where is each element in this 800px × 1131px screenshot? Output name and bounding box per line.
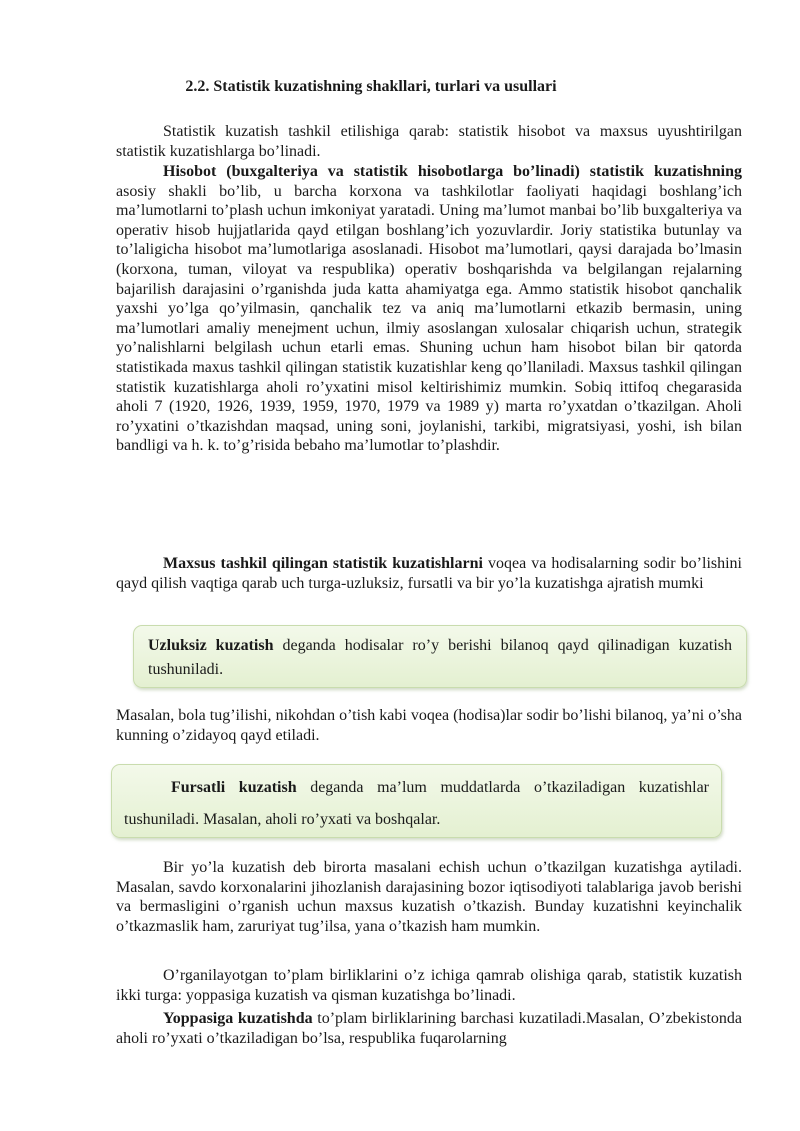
term-maxsus: Maxsus tashkil qilingan statistik kuzatishlarni (163, 555, 483, 572)
paragraph-qamrab: O’rganilayotgan to’plam birliklarini o’z ichiga qamrab olishiga qarab, statistik kuzatish ikki turga: yoppasiga kuzatish va qisman kuzatishga bo’linadi. (116, 967, 742, 1004)
paragraph-yoppasiga: Yoppasiga kuzatishda to’plam birliklarining barchasi kuzatiladi.Masalan, O’zbekistonda aholi ro’yxati o’tkaziladigan bo’lsa, respublika fuqarolarning (116, 1010, 742, 1047)
callout-uzluksiz: Uzluksiz kuzatish deganda hodisalar ro’y berishi bilanoq qayd qilinadigan kuzatish tushuniladi. (133, 625, 747, 688)
callout-fursatli: Fursatli kuzatish deganda ma’lum muddatlarda o’tkaziladigan kuzatishlar tushuniladi. Masalan, aholi ro’yxati va boshqalar. (111, 764, 722, 838)
paragraph-intro: Statistik kuzatish tashkil etilishiga qarab: statistik hisobot va maxsus uyushtirilgan statistik kuzatishlarga bo’linadi. (116, 123, 742, 160)
section-heading: 2.2. Statistik kuzatishning shakllari, turlari va usullari (185, 78, 557, 95)
paragraph-example-birth: Masalan, bola tug’ilishi, nikohdan o’tish kabi voqea (hodisa)lar sodir bo’lishi bilanoq, ya’ni o’sha kunning o’zidayoq qayd etiladi. (116, 707, 742, 744)
term-uzluksiz: Uzluksiz kuzatish (148, 637, 274, 654)
term-fursatli: Fursatli kuzatish (171, 779, 297, 796)
term-hisobot: Hisobot (buxgalteriya va statistik hisobotlarga bo’linadi) statistik kuzatishning (163, 163, 742, 180)
paragraph-hisobot: Hisobot (buxgalteriya va statistik hisobotlarga bo’linadi) statistik kuzatishning asosiy shakli bo’lib, u barcha korxona va tashkilotlar faoliyati haqidagi boshlang’ich ma’lumotlarni to’plash uchun imkoniyat yaratadi. Uning ma’lumot manbai bo’lib buxgalteriya va operativ hisob hujjatlarida qayd etilgan boshlang’ich yozuvlardir. Joriy statistika butunlay va to’laligicha hisobot ma’lumotlariga asoslanadi. Hisobot ma’lumotlari, qaysi darajada bo’lmasin (korxona, tuman, viloyat va respublika) operativ boshqarishda va belgilangan rejalarning bajarilish darajasini o’rganishda juda katta ahamiyatga ega. Ammo statistik hisobot qanchalik yaxshi yo’lga qo’yilmasin, qanchalik tez va aniq ma’lumotlarni etkazib bermasin, uning ma’lumotlari amaliy menejment uchun, ilmiy asoslangan xulosalar chiqarish uchun, strategik yo’nalishlarni belgilash uchun etarli emas. Shuning uchun ham hisobot bilan bir qatorda statistikada maxus tashkil qilingan statistik kuzatishlar keng qo’llaniladi. Maxsus tashkil qilingan statistik kuzatishlarga aholi ro’yxatini misol keltirishimiz mumkin. Sobiq ittifoq chegarasida aholi 7 (1920, 1926, 1939, 1959, 1970, 1979 va 1989 y) marta ro’yxatdan o’tkazilgan. Aholi ro’yxatini o’tkazishdan maqsad, uning soni, joylanishi, tarkibi, migratsiyasi, yoshi, ish bilan bandligi va h. k. to’g’risida bebaho ma’lumotlar to’plashdir. (116, 163, 742, 455)
paragraph-maxsus: Maxsus tashkil qilingan statistik kuzatishlarni voqea va hodisalarning sodir bo’lishini qayd qilish vaqtiga qarab uch turga-uzluksiz, fursatli va bir yo’la kuzatishga ajratish mumki (116, 555, 743, 592)
term-yoppasiga: Yoppasiga kuzatishda (163, 1010, 313, 1027)
paragraph-bir-yola: Bir yo’la kuzatish deb birorta masalani echish uchun o’tkazilgan kuzatishga aytiladi. Masalan, savdo korxonalarini jihozlanish darajasining bozor iqtisodiyoti talablariga javob berishi va bermasligini o’rganish uchun maxsus kuzatish o’tkazish. Bunday kuzatishni keyinchalik o’tkazmaslik ham, zaruriyat tug’ilsa, yana o’tkazish ham mumkin. (116, 859, 742, 935)
